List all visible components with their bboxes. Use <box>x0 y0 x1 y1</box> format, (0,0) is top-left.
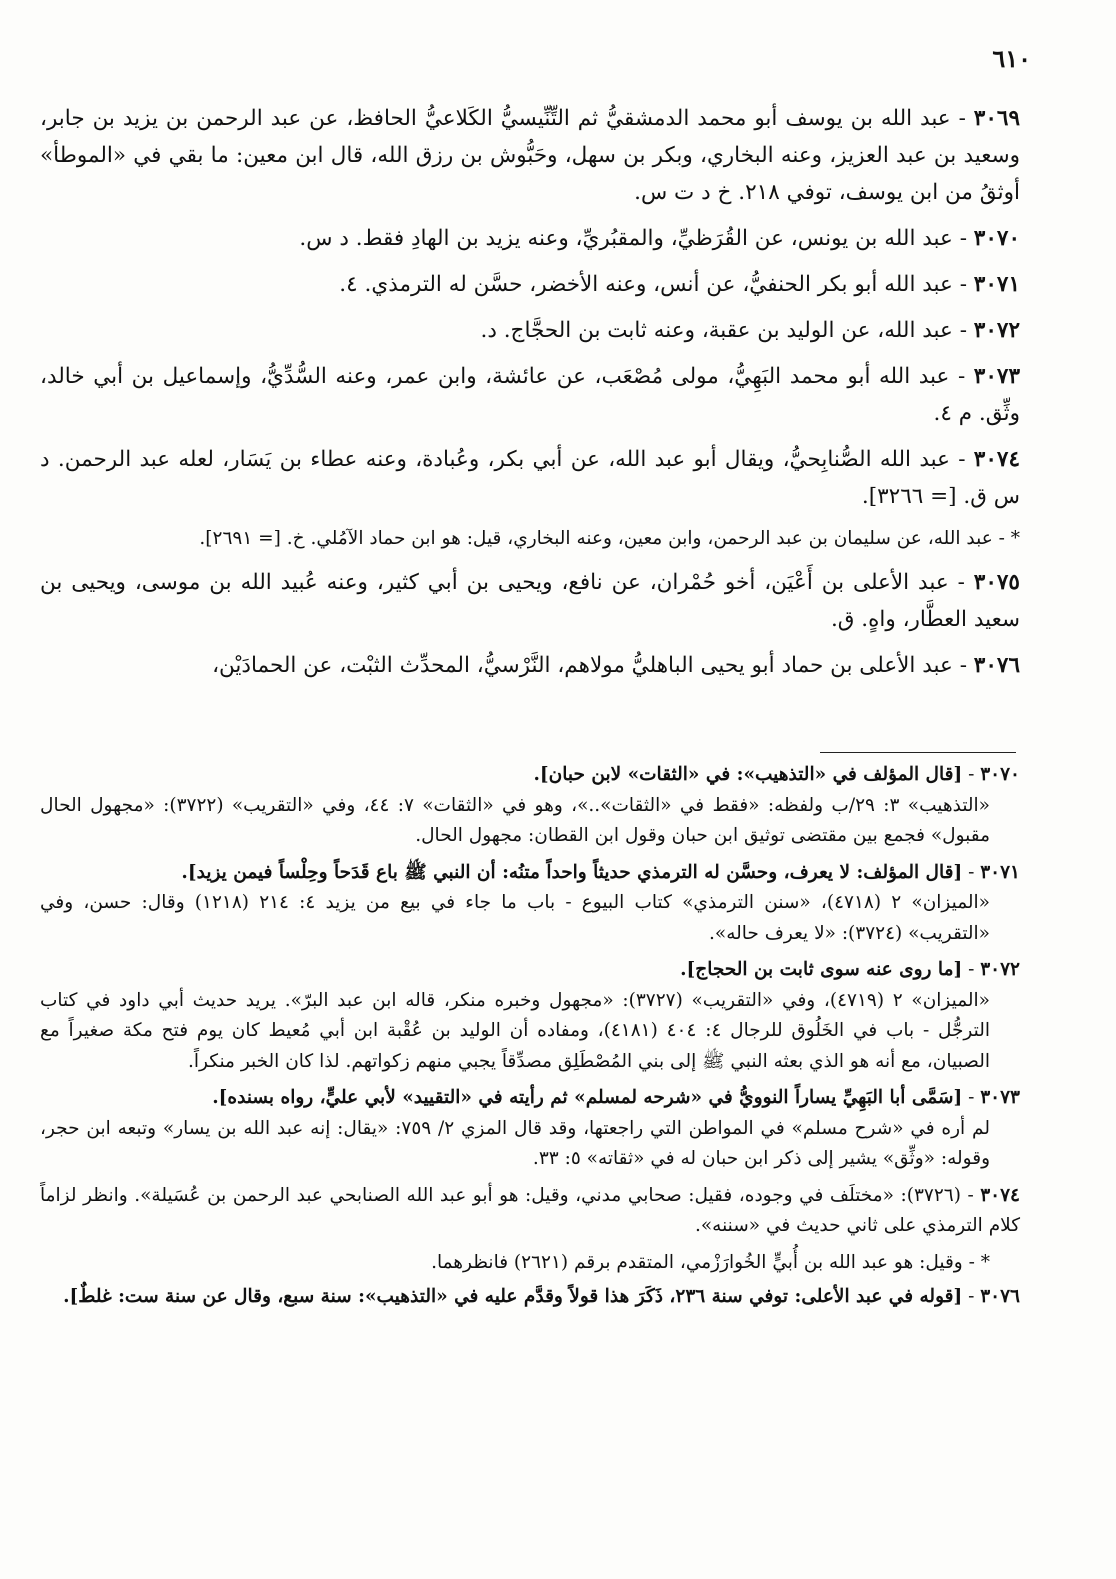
footnote-heading: [قال المؤلف: لا يعرف، وحسَّن له الترمذي حديثاً واحداً متنُه: أن النبي ﷺ باع قَدَحاً وحِلْساً فيمن يزيد]. <box>181 861 963 883</box>
footnote: ٣٠٧٤ - (٣٧٢٦): «مختلَف في وجوده، فقيل: صحابي مدني، وقيل: هو أبو عبد الله الصنابحي عبد الرحمن بن عُسَيلة». وانظر لزاماً كلام الترمذي على ثاني حديث في «سننه». <box>40 1184 1020 1236</box>
entry-number: ٣٠٧٤ <box>973 447 1020 472</box>
footnote-number: ٣٠٧٤ <box>980 1184 1020 1206</box>
star-note: * - عبد الله، عن سليمان بن عبد الرحمن، وابن معين، وعنه البخاري، قيل: هو ابن حماد الآمُلي. خ. [= ٢٦٩١]. <box>199 528 1020 549</box>
footnote-body: «التذهيب» ٣: ٢٩/ب ولفظه: «فقط في «الثقات»..»، وهو في «الثقات» ٧: ٤٤، وفي «التقريب» (٣٧٢٢): «مجهول الحال مقبول» فجمع بين مقتضى توثيق ابن حبان وقول ابن القطان: مجهول الحال. <box>40 794 990 846</box>
entry-text: عبد الله الصُّنابِحيُّ، ويقال أبو عبد الله، عن أبي بكر، وعُبادة، وعنه عطاء بن يَسَار، لعله عبد الرحمن. د س ق. [= ٣٢٦٦]. <box>40 447 1020 509</box>
footnote-separator <box>820 752 1016 753</box>
entry-text: عبد الأعلى بن أَعْيَن، أخو حُمْران، عن نافع، ويحيى بن أبي كثير، وعنه عُبيد الله بن موسى، ويحيى بن سعيد العطَّار، واهٍ. ق. <box>40 570 1020 632</box>
footnotes <box>40 760 1020 1319</box>
entry-text: عبد الله، عن الوليد بن عقبة، وعنه ثابت بن الحجَّاج. د. <box>480 318 953 343</box>
entry-number: ٣٠٧٦ <box>973 653 1020 678</box>
footnote-number: ٣٠٧٠ <box>980 764 1020 785</box>
footnote-heading: [قال المؤلف في «التذهيب»: في «الثقات» لابن حبان]. <box>533 764 963 785</box>
footnote-body: «الميزان» ٢ (٤٧١٩)، وفي «التقريب» (٣٧٢٧): «مجهول وخبره منكر، قاله ابن عبد البرّ». يريد حديث أبي داود في كتاب الترجُّل - باب في الخَلُوق للرجال ٤: ٤٠٤ (٤١٨١)، ومفاده أن الوليد بن عُقْبة ابن أبي مُعيط كان يوم فتح مكة صغيراً مع الصبيان، مع أنه هو الذي بعثه النبي ﷺ إلى بني المُصْطَلِق مصدِّقاً يجبي منهم زكواتهم. لذا كان الخبر منكراً. <box>40 989 991 1072</box>
footnote: ٣٠٧٠ - [قال المؤلف في «التذهيب»: في «الثقات» لابن حبان]. «التذهيب» ٣: ٢٩/ب ولفظه: «فقط في «الثقات»..»، وهو في «الثقات» ٧: ٤٤، وفي «التقريب» (٣٧٢٢): «مجهول الحال مقبول» فجمع بين مقتضى توثيق ابن حبان وقول ابن القطان: مجهول الحال. <box>40 760 1020 852</box>
page-number: ٦١٠ <box>992 44 1031 73</box>
entry: ٣٠٧٥ - عبد الأعلى بن أَعْيَن، أخو حُمْران، عن نافع، ويحيى بن أبي كثير، وعنه عُبيد الله بن موسى، ويحيى بن سعيد العطَّار، واهٍ. ق. <box>40 570 1020 632</box>
entry-text: عبد الله بن يونس، عن القُرَظيِّ، والمقبُريِّ، وعنه يزيد بن الهادِ فقط. د س. <box>299 226 953 251</box>
entry: ٣٠٧١ - عبد الله أبو بكر الحنفيُّ، عن أنس، وعنه الأخضر، حسَّن له الترمذي. ٤. <box>339 272 1020 297</box>
entry: ٣٠٧٢ - عبد الله، عن الوليد بن عقبة، وعنه ثابت بن الحجَّاج. د. <box>480 318 1020 343</box>
footnote-heading: [سَمَّى أبا البَهِيِّ يساراً النوويُّ في «شرحه لمسلم» ثم رأيته في «التقييد» لأبي عليٍّ، رواه بسنده]. <box>212 1087 963 1108</box>
footnote-body: «الميزان» ٢ (٤٧١٨)، «سنن الترمذي» كتاب البيوع - باب ما جاء في بيع من يزيد ٤: ٢١٤ (١٢١٨) وقال: حسن، وفي «التقريب» (٣٧٢٤): «لا يعرف حاله». <box>40 892 991 944</box>
entry-text: عبد الله أبو بكر الحنفيُّ، عن أنس، وعنه الأخضر، حسَّن له الترمذي. ٤. <box>339 272 953 297</box>
entry-number: ٣٠٧٢ <box>973 318 1020 343</box>
footnote-body: (٣٧٢٦): «مختلَف في وجوده، فقيل: صحابي مدني، وقيل: هو أبو عبد الله الصنابحي عبد الرحمن بن عُسَيلة». وانظر لزاماً كلام الترمذي على ثاني حديث في «سننه». <box>40 1184 1020 1236</box>
entry-text: عبد الله أبو محمد البَهِيُّ، مولى مُصْعَب، عن عائشة، وابن عمر، وعنه السُّدِّيُّ، وإسماعيل بن أبي خالد، وثِّق. م ٤. <box>40 364 1020 426</box>
footnote-number: ٣٠٧٣ <box>980 1087 1020 1108</box>
footnote-number: ٣٠٧١ <box>980 861 1020 883</box>
main-text <box>40 100 1020 693</box>
entry-number: ٣٠٧٣ <box>973 364 1020 389</box>
footnote-body: لم أره في «شرح مسلم» في المواطن التي راجعتها، وقد قال المزي ٢/ ٧٥٩: «يقال: إنه عبد الله بن يسار» وتبعه ابن حجر، وقوله: «وثِّق» يشير إلى ذكر ابن حبان له في «ثقاته» ٥: ٣٣. <box>40 1117 990 1169</box>
entry-text: عبد الأعلى بن حماد أبو يحيى الباهليُّ مولاهم، النَّرْسيُّ، المحدِّث الثبْت، عن الحمادَيْن، <box>212 653 953 678</box>
entry: ٣٠٦٩ - عبد الله بن يوسف أبو محمد الدمشقيُّ ثم التِّنِّيسيُّ الكَلاعيُّ الحافظ، عن عبد الرحمن بن يزيد بن جابر، وسعيد بن عبد العزيز، وعنه البخاري، وبكر بن سهل، وحَبُّوش بن رزق الله، قال ابن معين: ما بقي في «الموطأ» أوثقُ من ابن يوسف، توفي ٢١٨. خ د ت س. <box>40 106 1020 205</box>
footnote-number: ٣٠٧٢ <box>980 959 1020 980</box>
footnote-heading: [ما روى عنه سوى ثابت بن الحجاج]. <box>680 959 963 980</box>
entry: ٣٠٧٠ - عبد الله بن يونس، عن القُرَظيِّ، والمقبُريِّ، وعنه يزيد بن الهادِ فقط. د س. <box>299 226 1020 251</box>
footnote-heading: [قوله في عبد الأعلى: توفي سنة ٢٣٦، ذَكَرَ هذا قولاً وقدَّم عليه في «التذهيب»: سنة سبع، وقال عن سنة ست: غلطٌ]. <box>63 1286 963 1307</box>
footnote-number: ٣٠٧٦ <box>980 1286 1020 1307</box>
footnote: ٣٠٧٦ - [قوله في عبد الأعلى: توفي سنة ٢٣٦، ذَكَرَ هذا قولاً وقدَّم عليه في «التذهيب»: سنة سبع، وقال عن سنة ست: غلطٌ]. <box>63 1286 1020 1307</box>
entry: ٣٠٧٦ - عبد الأعلى بن حماد أبو يحيى الباهليُّ مولاهم، النَّرْسيُّ، المحدِّث الثبْت، عن الحمادَيْن، <box>212 653 1020 678</box>
entry-number: ٣٠٧٥ <box>973 570 1020 595</box>
entry-text: عبد الله بن يوسف أبو محمد الدمشقيُّ ثم التِّنِّيسيُّ الكَلاعيُّ الحافظ، عن عبد الرحمن بن يزيد بن جابر، وسعيد بن عبد العزيز، وعنه البخاري، وبكر بن سهل، وحَبُّوش بن رزق الله، قال ابن معين: ما بقي في «الموطأ» أوثقُ من ابن يوسف، توفي ٢١٨. خ د ت س. <box>40 106 1020 205</box>
footnote-star-note: * - وقيل: هو عبد الله بن أُبيٍّ الخُوارَزْمي، المتقدم برقم (٢٦٢١) فانظرهما. <box>431 1251 990 1273</box>
footnote: ٣٠٧٣ - [سَمَّى أبا البَهِيِّ يساراً النوويُّ في «شرحه لمسلم» ثم رأيته في «التقييد» لأبي عليٍّ، رواه بسنده]. لم أره في «شرح مسلم» في المواطن التي راجعتها، وقد قال المزي ٢/ ٧٥٩: «يقال: إنه عبد الله بن يسار» وتبعه ابن حجر، وقوله: «وثِّق» يشير إلى ذكر ابن حبان له في «ثقاته» ٥: ٣٣. <box>40 1083 1020 1175</box>
entry: ٣٠٧٣ - عبد الله أبو محمد البَهِيُّ، مولى مُصْعَب، عن عائشة، وابن عمر، وعنه السُّدِّيُّ، وإسماعيل بن أبي خالد، وثِّق. م ٤. <box>40 364 1020 426</box>
footnote: ٣٠٧٢ - [ما روى عنه سوى ثابت بن الحجاج]. «الميزان» ٢ (٤٧١٩)، وفي «التقريب» (٣٧٢٧): «مجهول وخبره منكر، قاله ابن عبد البرّ». يريد حديث أبي داود في كتاب الترجُّل - باب في الخَلُوق للرجال ٤: ٤٠٤ (٤١٨١)، ومفاده أن الوليد بن عُقْبة ابن أبي مُعيط كان يوم فتح مكة صغيراً مع الصبيان، مع أنه هو الذي بعثه النبي ﷺ إلى بني المُصْطَلِق مصدِّقاً يجبي منهم زكواتهم. لذا كان الخبر منكراً. <box>40 955 1020 1077</box>
entry-number: ٣٠٧٠ <box>973 226 1020 251</box>
footnote: ٣٠٧١ - [قال المؤلف: لا يعرف، وحسَّن له الترمذي حديثاً واحداً متنُه: أن النبي ﷺ باع قَدَحاً وحِلْساً فيمن يزيد]. «الميزان» ٢ (٤٧١٨)، «سنن الترمذي» كتاب البيوع - باب ما جاء في بيع من يزيد ٤: ٢١٤ (١٢١٨) وقال: حسن، وفي «التقريب» (٣٧٢٤): «لا يعرف حاله». <box>40 858 1020 950</box>
entry: ٣٠٧٤ - عبد الله الصُّنابِحيُّ، ويقال أبو عبد الله، عن أبي بكر، وعُبادة، وعنه عطاء بن يَسَار، لعله عبد الرحمن. د س ق. [= ٣٢٦٦]. <box>40 447 1020 509</box>
entry-number: ٣٠٦٩ <box>973 106 1020 131</box>
entry-number: ٣٠٧١ <box>973 272 1020 297</box>
